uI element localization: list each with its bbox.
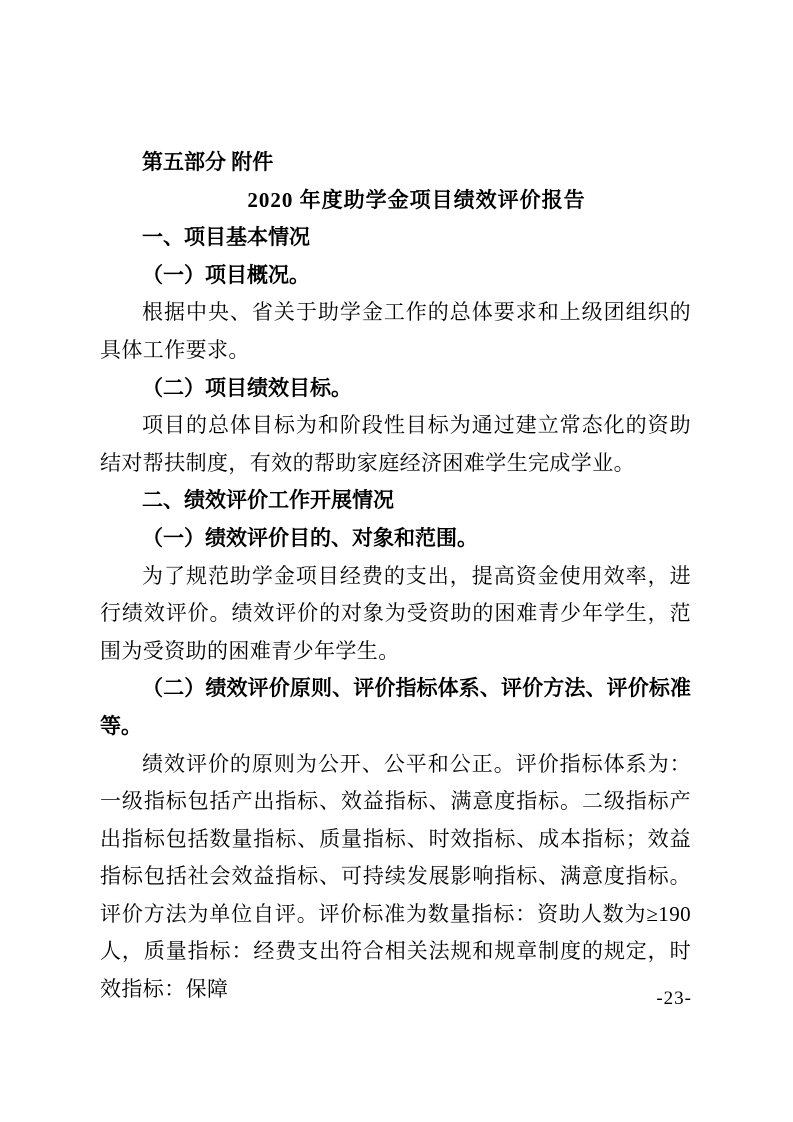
paragraph-project-goals: 项目的总体目标为和阶段性目标为通过建立常态化的资助结对帮扶制度，有效的帮助家庭经济困难学生完成学业。 — [100, 413, 691, 475]
subsection-heading-2-1: （一）绩效评价目的、对象和范围。 — [142, 525, 478, 550]
paragraph-evaluation-principles: 绩效评价的原则为公开、公平和公正。评价指标体系为：一级指标包括产出指标、效益指标、满意度指标。二级指标产出指标包括数量指标、质量指标、时效指标、成本指标；效益指标包括社会效益指标、可持续发展影响指标、满意度指标。评价方法为单位自评。评价标准为数量指标：资助人数为≥190 人，质量指标：经费支出符合相关法规和规章制度的规定，时效指标：保障 — [100, 751, 691, 1002]
section-heading-1: 一、项目基本情况 — [142, 225, 310, 250]
subsection-heading-2-2: （二）绩效评价原则、评价指标体系、评价方法、评价标准等。 — [100, 676, 691, 738]
paragraph-evaluation-purpose: 为了规范助学金项目经费的支出，提高资金使用效率，进行绩效评价。绩效评价的对象为受资助的困难青少年学生，范围为受资助的困难青少年学生。 — [100, 563, 691, 663]
page-number: -23- — [656, 988, 692, 1009]
report-title: 2020 年度助学金项目绩效评价报告 — [247, 187, 586, 212]
subsection-heading-1-2: （二）项目绩效目标。 — [142, 375, 352, 400]
paragraph-project-overview: 根据中央、省关于助学金工作的总体要求和上级团组织的具体工作要求。 — [100, 300, 691, 362]
part-heading: 第五部分 附件 — [142, 150, 274, 174]
section-heading-2: 二、绩效评价工作开展情况 — [142, 488, 394, 513]
subsection-heading-1-1: （一）项目概况。 — [142, 262, 310, 287]
page-content — [100, 144, 691, 1009]
